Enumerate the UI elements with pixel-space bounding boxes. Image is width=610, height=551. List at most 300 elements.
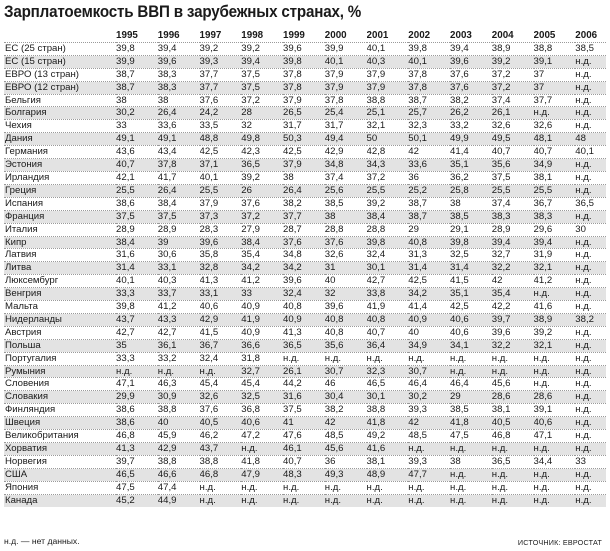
value-cell: 25,5	[492, 184, 534, 197]
value-cell: 29,6	[534, 223, 576, 236]
value-cell: 33	[116, 120, 158, 133]
value-cell: 38,8	[367, 94, 409, 107]
country-cell: Ирландия	[4, 171, 116, 184]
value-cell: 37,6	[325, 236, 367, 249]
value-cell: 37,5	[283, 404, 325, 417]
country-cell: Бельгия	[4, 94, 116, 107]
value-cell: 37	[534, 68, 576, 81]
value-cell: н.д.	[325, 494, 367, 506]
value-cell: 32,7	[492, 249, 534, 262]
value-cell: 40,5	[200, 417, 242, 430]
table-row	[4, 262, 606, 275]
value-cell: 32,3	[367, 365, 409, 378]
value-cell: 41	[283, 417, 325, 430]
value-cell: 48,3	[283, 468, 325, 481]
value-cell: 49,9	[450, 133, 492, 146]
value-cell: 38,6	[116, 417, 158, 430]
value-cell: 40,5	[492, 417, 534, 430]
value-cell: 28,9	[116, 223, 158, 236]
value-cell: 32,4	[367, 249, 409, 262]
value-cell: 42	[325, 417, 367, 430]
value-cell: 38,1	[367, 455, 409, 468]
value-cell: 33,1	[158, 262, 200, 275]
year-header: 1996	[158, 30, 200, 42]
value-cell: 37,9	[325, 81, 367, 94]
value-cell: 26,4	[283, 184, 325, 197]
value-cell: 38,2	[325, 404, 367, 417]
value-cell: 26	[241, 184, 283, 197]
value-cell: 37,4	[492, 94, 534, 107]
value-cell: 34,8	[325, 159, 367, 172]
value-cell: 40,6	[241, 417, 283, 430]
value-cell: 37,7	[283, 210, 325, 223]
value-cell: н.д.	[575, 55, 606, 68]
value-cell: 41,4	[408, 301, 450, 314]
value-cell: 37,8	[408, 68, 450, 81]
value-cell: 43,7	[116, 313, 158, 326]
value-cell: 45,2	[116, 494, 158, 506]
value-cell: 46,5	[367, 378, 409, 391]
value-cell: 37	[534, 81, 576, 94]
value-cell: н.д.	[575, 468, 606, 481]
value-cell: 38,3	[534, 210, 576, 223]
country-cell: Нидерланды	[4, 313, 116, 326]
value-cell: 28	[241, 107, 283, 120]
year-header: 1997	[200, 30, 242, 42]
country-cell: Словения	[4, 378, 116, 391]
country-cell: Швеция	[4, 417, 116, 430]
table-row	[4, 197, 606, 210]
value-cell: н.д.	[575, 391, 606, 404]
value-cell: 47,5	[450, 430, 492, 443]
value-cell: 40,9	[408, 313, 450, 326]
value-cell: н.д.	[200, 481, 242, 494]
value-cell: 38,5	[575, 42, 606, 55]
value-cell: 38,3	[158, 68, 200, 81]
value-cell: 31,4	[450, 262, 492, 275]
value-cell: 30,1	[367, 391, 409, 404]
value-cell: 28,6	[534, 391, 576, 404]
value-cell: н.д.	[575, 430, 606, 443]
country-cell: Словакия	[4, 391, 116, 404]
table-row	[4, 301, 606, 314]
value-cell: 36,1	[158, 339, 200, 352]
value-cell: 36,7	[200, 339, 242, 352]
value-cell: 37,4	[492, 197, 534, 210]
table-row	[4, 94, 606, 107]
value-cell: 31,8	[241, 352, 283, 365]
value-cell: 46,5	[116, 468, 158, 481]
value-cell: 34,4	[534, 455, 576, 468]
table-row	[4, 184, 606, 197]
value-cell: 38,4	[116, 236, 158, 249]
table-row	[4, 468, 606, 481]
country-cell: Литва	[4, 262, 116, 275]
value-cell: 32,2	[492, 339, 534, 352]
value-cell: 36,5	[492, 455, 534, 468]
value-cell: 46,3	[158, 378, 200, 391]
value-cell: 40,6	[450, 313, 492, 326]
value-cell: 35,1	[450, 288, 492, 301]
value-cell: 37,9	[325, 68, 367, 81]
value-cell: 34,8	[283, 249, 325, 262]
value-cell: н.д.	[534, 378, 576, 391]
value-cell: 28,8	[325, 223, 367, 236]
country-cell: США	[4, 468, 116, 481]
value-cell: 37,6	[283, 236, 325, 249]
value-cell: 38,7	[116, 81, 158, 94]
value-cell: н.д.	[492, 352, 534, 365]
table-row	[4, 146, 606, 159]
table-row	[4, 494, 606, 506]
value-cell: 37,6	[200, 404, 242, 417]
value-cell: н.д.	[367, 494, 409, 506]
value-cell: н.д.	[492, 443, 534, 456]
value-cell: 38,2	[575, 313, 606, 326]
value-cell: 40,3	[158, 275, 200, 288]
value-cell: 25,5	[116, 184, 158, 197]
value-cell: 28,9	[492, 223, 534, 236]
value-cell: 40	[325, 275, 367, 288]
value-cell: 40,7	[534, 146, 576, 159]
value-cell: 40,1	[116, 275, 158, 288]
value-cell: 32,6	[534, 120, 576, 133]
value-cell: н.д.	[575, 210, 606, 223]
value-cell: 41,8	[241, 455, 283, 468]
value-cell: 29,1	[450, 223, 492, 236]
value-cell: 40,6	[450, 326, 492, 339]
value-cell: н.д.	[575, 352, 606, 365]
value-cell: н.д.	[450, 352, 492, 365]
value-cell: 38,5	[450, 210, 492, 223]
value-cell: 33,1	[200, 288, 242, 301]
value-cell: н.д.	[575, 339, 606, 352]
value-cell: 43,6	[116, 146, 158, 159]
value-cell: 33,3	[116, 352, 158, 365]
value-cell: н.д.	[575, 171, 606, 184]
value-cell: 40,8	[367, 313, 409, 326]
value-cell: н.д.	[575, 81, 606, 94]
value-cell: 34,2	[283, 262, 325, 275]
value-cell: 46,8	[200, 468, 242, 481]
value-cell: 38,5	[325, 197, 367, 210]
value-cell: 33,2	[450, 120, 492, 133]
value-cell: 32,7	[241, 365, 283, 378]
value-cell: 39,2	[241, 171, 283, 184]
value-cell: 41,3	[200, 275, 242, 288]
value-cell: 41,6	[534, 301, 576, 314]
value-cell: 42	[492, 275, 534, 288]
value-cell: 47,2	[241, 430, 283, 443]
value-cell: 30,1	[367, 262, 409, 275]
value-cell: 33,6	[408, 159, 450, 172]
country-cell: Венгрия	[4, 288, 116, 301]
value-cell: 28,6	[492, 391, 534, 404]
value-cell: 37,2	[492, 68, 534, 81]
table-row	[4, 236, 606, 249]
value-cell: 50,3	[283, 133, 325, 146]
value-cell: 39,2	[241, 42, 283, 55]
value-cell: 37,1	[200, 159, 242, 172]
value-cell: 50	[367, 133, 409, 146]
value-cell: 33,8	[367, 288, 409, 301]
value-cell: 38,8	[534, 42, 576, 55]
value-cell: 46,2	[200, 430, 242, 443]
value-cell: 41,9	[367, 301, 409, 314]
value-cell: 37,5	[241, 68, 283, 81]
value-cell: 32	[241, 120, 283, 133]
country-cell: Австрия	[4, 326, 116, 339]
value-cell: 37,8	[283, 81, 325, 94]
country-cell: ЕС (25 стран)	[4, 42, 116, 55]
value-cell: н.д.	[492, 481, 534, 494]
country-cell: Эстония	[4, 159, 116, 172]
value-cell: 38,9	[534, 313, 576, 326]
value-cell: 38,8	[200, 455, 242, 468]
value-cell: 39	[158, 236, 200, 249]
value-cell: 42,5	[200, 146, 242, 159]
value-cell: 39,2	[492, 55, 534, 68]
value-cell: н.д.	[575, 326, 606, 339]
value-cell: 32,1	[534, 262, 576, 275]
value-cell: 35,1	[450, 159, 492, 172]
value-cell: 30,9	[158, 391, 200, 404]
country-cell: Болгария	[4, 107, 116, 120]
value-cell: 26,2	[450, 107, 492, 120]
year-header: 1998	[241, 30, 283, 42]
table-row	[4, 107, 606, 120]
value-cell: н.д.	[534, 288, 576, 301]
value-cell: 39,8	[116, 301, 158, 314]
table-row	[4, 391, 606, 404]
value-cell: 33,3	[116, 288, 158, 301]
value-cell: 40,1	[367, 42, 409, 55]
value-cell: 42,1	[116, 171, 158, 184]
value-cell: 42,9	[158, 443, 200, 456]
table-row	[4, 417, 606, 430]
value-cell: 41,3	[116, 443, 158, 456]
value-cell: 31,6	[283, 391, 325, 404]
value-cell: 36,4	[367, 339, 409, 352]
country-cell: Дания	[4, 133, 116, 146]
value-cell: 34,9	[534, 159, 576, 172]
value-cell: 30,4	[325, 391, 367, 404]
value-cell: н.д.	[575, 262, 606, 275]
value-cell: 38	[450, 197, 492, 210]
value-cell: н.д.	[575, 159, 606, 172]
value-cell: 37,9	[367, 68, 409, 81]
value-cell: 28,9	[158, 223, 200, 236]
value-cell: 43,7	[200, 443, 242, 456]
value-cell: н.д.	[408, 494, 450, 506]
value-cell: 31,9	[534, 249, 576, 262]
value-cell: н.д.	[534, 352, 576, 365]
value-cell: 36,8	[241, 404, 283, 417]
value-cell: 46	[325, 378, 367, 391]
value-cell: н.д.	[575, 417, 606, 430]
table-row	[4, 81, 606, 94]
value-cell: 38	[283, 171, 325, 184]
country-cell: Финляндия	[4, 404, 116, 417]
source-note: ИСТОЧНИК: ЕВРОСТАТ	[517, 538, 602, 547]
value-cell: 42,7	[116, 326, 158, 339]
value-cell: 25,1	[367, 107, 409, 120]
value-cell: 41,6	[367, 443, 409, 456]
value-cell: н.д.	[450, 494, 492, 506]
country-cell: Испания	[4, 197, 116, 210]
value-cell: н.д.	[534, 365, 576, 378]
value-cell: н.д.	[534, 107, 576, 120]
value-cell: 39,6	[283, 42, 325, 55]
value-cell: 40,7	[367, 326, 409, 339]
table-row	[4, 378, 606, 391]
value-cell: 42,2	[492, 301, 534, 314]
value-cell: 42,3	[241, 146, 283, 159]
value-cell: 37,9	[283, 94, 325, 107]
value-cell: 39,8	[408, 42, 450, 55]
value-cell: 37,5	[158, 210, 200, 223]
value-cell: 38,5	[450, 404, 492, 417]
value-cell: 37,7	[200, 68, 242, 81]
value-cell: 39,4	[534, 236, 576, 249]
value-cell: 38	[158, 94, 200, 107]
table-row	[4, 42, 606, 55]
value-cell: 39,3	[200, 55, 242, 68]
value-cell: 32,1	[534, 339, 576, 352]
value-cell: н.д.	[283, 481, 325, 494]
value-cell: 37,2	[241, 94, 283, 107]
country-cell: Хорватия	[4, 443, 116, 456]
year-header: 2006	[575, 30, 606, 42]
value-cell: 38,2	[450, 94, 492, 107]
value-cell: 38,3	[492, 210, 534, 223]
value-cell: 26,4	[158, 107, 200, 120]
year-header: 1995	[116, 30, 158, 42]
value-cell: 35,6	[492, 159, 534, 172]
value-cell: н.д.	[492, 365, 534, 378]
value-cell: 36	[325, 455, 367, 468]
value-cell: 32,4	[200, 352, 242, 365]
value-cell: 38,6	[116, 197, 158, 210]
value-cell: 25,7	[408, 107, 450, 120]
value-cell: 37,2	[492, 81, 534, 94]
country-cell: Франция	[4, 210, 116, 223]
value-cell: 30,2	[116, 107, 158, 120]
value-cell: 39,6	[283, 275, 325, 288]
value-cell: 47,9	[241, 468, 283, 481]
value-cell: 36,5	[283, 339, 325, 352]
value-cell: н.д.	[158, 365, 200, 378]
value-cell: 28,7	[283, 223, 325, 236]
value-cell: 39,3	[408, 455, 450, 468]
value-cell: 49,8	[241, 133, 283, 146]
value-cell: н.д.	[534, 494, 576, 506]
value-cell: 46,4	[450, 378, 492, 391]
value-cell: 38,1	[492, 404, 534, 417]
value-cell: 39,6	[158, 55, 200, 68]
value-cell: н.д.	[575, 249, 606, 262]
value-cell: 26,1	[283, 365, 325, 378]
value-cell: 39,2	[367, 197, 409, 210]
value-cell: 37,9	[367, 81, 409, 94]
table-row	[4, 443, 606, 456]
value-cell: 39,6	[450, 55, 492, 68]
table-row	[4, 133, 606, 146]
value-cell: н.д.	[200, 494, 242, 506]
value-cell: н.д.	[283, 494, 325, 506]
value-cell: 38	[450, 455, 492, 468]
value-cell: 36,2	[450, 171, 492, 184]
value-cell: 31,4	[408, 262, 450, 275]
value-cell: н.д.	[283, 352, 325, 365]
value-cell: 41,2	[158, 301, 200, 314]
value-cell: 37,2	[241, 210, 283, 223]
value-cell: 33,2	[158, 352, 200, 365]
value-cell: 40,1	[575, 146, 606, 159]
value-cell: 42,9	[200, 313, 242, 326]
table-body	[4, 42, 606, 506]
value-cell: н.д.	[241, 443, 283, 456]
value-cell: 37,8	[283, 68, 325, 81]
table-row	[4, 326, 606, 339]
country-cell: Румыния	[4, 365, 116, 378]
value-cell: 47,7	[408, 468, 450, 481]
value-cell: 33,7	[158, 288, 200, 301]
value-cell: 37,8	[408, 81, 450, 94]
value-cell: н.д.	[575, 107, 606, 120]
table-row	[4, 404, 606, 417]
value-cell: 46,6	[158, 468, 200, 481]
value-cell: н.д.	[575, 494, 606, 506]
value-cell: 47,1	[116, 378, 158, 391]
table-row	[4, 275, 606, 288]
value-cell: 34,9	[408, 339, 450, 352]
value-cell: 30,2	[408, 391, 450, 404]
value-cell: н.д.	[450, 481, 492, 494]
value-cell: 29,9	[116, 391, 158, 404]
value-cell: 37,6	[200, 94, 242, 107]
table-row	[4, 339, 606, 352]
country-cell: Греция	[4, 184, 116, 197]
value-cell: 37,3	[200, 210, 242, 223]
table-row	[4, 223, 606, 236]
value-cell: н.д.	[575, 94, 606, 107]
value-cell: 41,7	[158, 171, 200, 184]
value-cell: 26,1	[492, 107, 534, 120]
value-cell: н.д.	[325, 481, 367, 494]
value-cell: н.д.	[241, 481, 283, 494]
value-cell: 38,8	[158, 455, 200, 468]
value-cell: 40,8	[325, 326, 367, 339]
value-cell: 33,5	[200, 120, 242, 133]
value-cell: 42,5	[283, 146, 325, 159]
country-cell: Люксембург	[4, 275, 116, 288]
country-cell: Мальта	[4, 301, 116, 314]
value-cell: 37,5	[116, 210, 158, 223]
value-cell: 31,7	[283, 120, 325, 133]
table-row	[4, 249, 606, 262]
value-cell: 38,7	[116, 68, 158, 81]
value-cell: н.д.	[492, 494, 534, 506]
value-cell: 37,2	[367, 171, 409, 184]
table-row	[4, 120, 606, 133]
value-cell: 48,5	[325, 430, 367, 443]
value-cell: 40	[158, 417, 200, 430]
value-cell: 37,7	[534, 94, 576, 107]
value-cell: 49,3	[325, 468, 367, 481]
value-cell: 47,6	[283, 430, 325, 443]
value-cell: 38	[325, 210, 367, 223]
